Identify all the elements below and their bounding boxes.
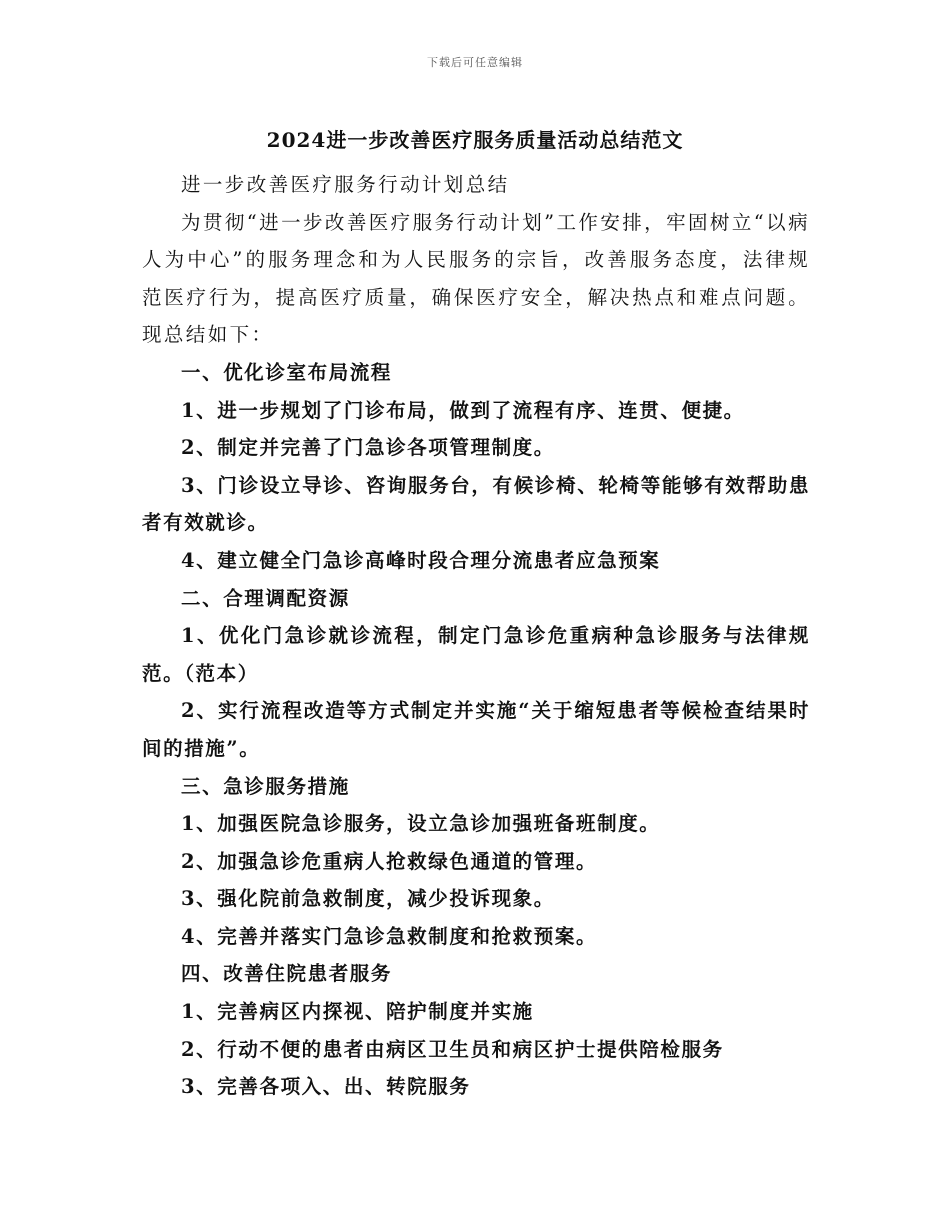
list-item: 1、进一步规划了门诊布局，做到了流程有序、连贯、便捷。 bbox=[181, 398, 745, 422]
list-item: 2、行动不便的患者由病区卫生员和病区护士提供陪检服务 bbox=[181, 1037, 724, 1061]
document-body bbox=[142, 166, 810, 1106]
section-heading: 二、合理调配资源 bbox=[181, 586, 350, 610]
list-item: 2、制定并完善了门急诊各项管理制度。 bbox=[181, 436, 555, 460]
section-heading: 一、优化诊室布局流程 bbox=[181, 360, 393, 384]
list-item: 4、完善并落实门急诊急救制度和抢救预案。 bbox=[181, 924, 598, 948]
document-title: 2024进一步改善医疗服务质量活动总结范文 bbox=[266, 128, 684, 152]
paragraph: 进一步改善医疗服务行动计划总结 bbox=[181, 173, 510, 196]
list-item: 1、完善病区内探视、陪护制度并实施 bbox=[181, 1000, 534, 1024]
list-item: 3、强化院前急救制度，减少投诉现象。 bbox=[181, 887, 555, 911]
list-item: 3、门诊设立导诊、咨询服务台，有候诊椅、轮椅等能够有效帮助患者有效就诊。 bbox=[142, 473, 810, 535]
list-item: 1、优化门急诊就诊流程，制定门急诊危重病种急诊服务与法律规范。（范本） bbox=[142, 624, 810, 685]
paragraph: 为贯彻“进一步改善医疗服务行动计划”工作安排，牢固树立“以病人为中心”的服务理念和为人民服务的宗旨，改善服务态度，法律规范医疗行为，提高医疗质量，确保医疗安全，解决热点和难点问题。现总结如下： bbox=[142, 210, 810, 347]
section-heading: 三、急诊服务措施 bbox=[181, 774, 350, 798]
list-item: 4、建立健全门急诊高峰时段合理分流患者应急预案 bbox=[181, 548, 661, 572]
list-item: 3、完善各项入、出、转院服务 bbox=[181, 1075, 471, 1099]
section-heading: 四、改善住院患者服务 bbox=[181, 962, 393, 986]
list-item: 1、加强医院急诊服务，设立急诊加强班备班制度。 bbox=[181, 812, 661, 836]
list-item: 2、实行流程改造等方式制定并实施“关于缩短患者等候检查结果时间的措施”。 bbox=[142, 699, 810, 760]
list-item: 2、加强急诊危重病人抢救绿色通道的管理。 bbox=[181, 849, 598, 873]
header-note: 下载后可任意编辑 bbox=[427, 56, 523, 69]
